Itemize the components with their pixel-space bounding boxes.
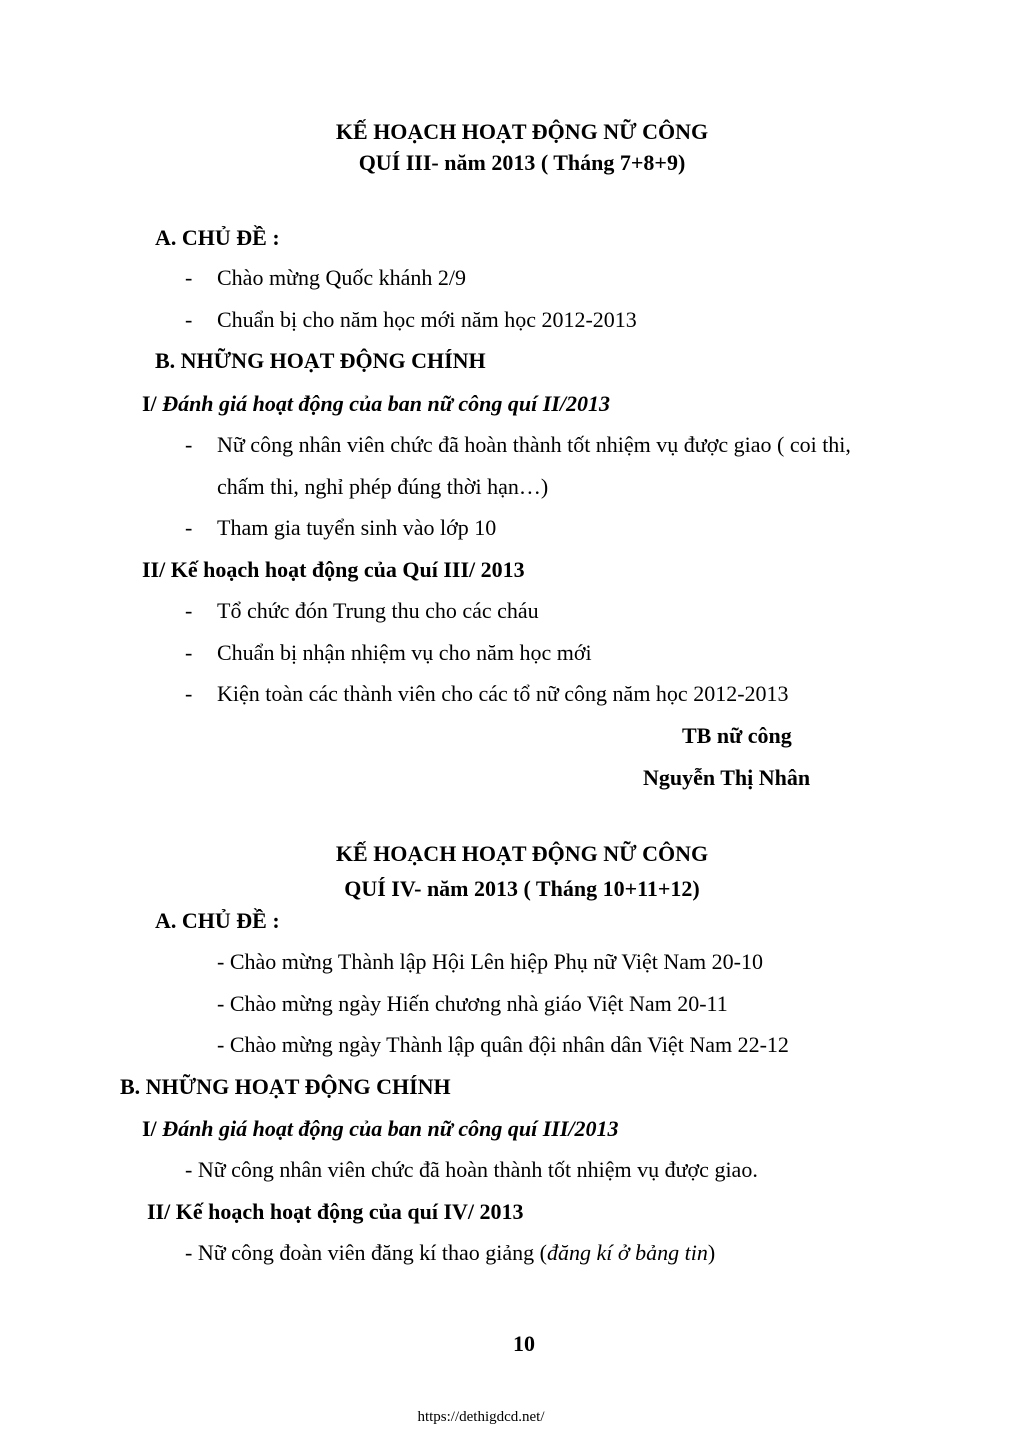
bullet-dash: - [185,681,193,706]
plan1-plan-item: Chuẩn bị nhận nhiệm vụ cho năm học mới [217,640,592,665]
signature-title: TB nữ công [682,723,792,748]
bullet-dash: - [185,265,193,290]
bullet-dash: - [185,515,193,540]
bullet-dash: - [185,640,193,665]
plan2-eval-item: - Nữ công nhân viên chức đã hoàn thành tốt nhiệm vụ được giao. [185,1157,758,1182]
plan2-topic-item: - Chào mừng ngày Thành lập quân đội nhân dân Việt Nam 22-12 [217,1032,789,1057]
plan2-sub1-text: Đánh giá hoạt động của ban nữ công quí III/2013 [162,1116,619,1141]
plan1-plan-item: Tổ chức đón Trung thu cho các cháu [217,598,539,623]
plan1-topic-item: Chào mừng Quốc khánh 2/9 [217,265,467,290]
plan2-plan-item [185,1240,715,1266]
plan1-eval-item2: Tham gia tuyển sinh vào lớp 10 [217,515,497,540]
plan1-section-a-heading: A. CHỦ ĐỀ : [155,225,280,250]
plan2-sub1-prefix: I/ [142,1116,163,1141]
plan2-subsection1-heading [142,1116,619,1142]
bullet-dash: - [185,432,193,457]
plan2-section-b-heading: B. NHỮNG HOẠT ĐỘNG CHÍNH [120,1074,451,1099]
plan1-topic-item: Chuẩn bị cho năm học mới năm học 2012-2013 [217,307,637,332]
plan1-section-b-heading: B. NHỮNG HOẠT ĐỘNG CHÍNH [155,348,486,373]
plan1-subsection2-heading: II/ Kế hoạch hoạt động của Quí III/ 2013 [142,557,525,582]
bullet-dash: - [185,307,193,332]
plan1-eval-item1-line1: Nữ công nhân viên chức đã hoàn thành tốt nhiệm vụ được giao ( coi thi, [217,432,851,457]
page-number: 10 [513,1331,535,1356]
bullet-dash: - [185,598,193,623]
plan1-eval-item1-line2: chấm thi, nghỉ phép đúng thời hạn…) [217,474,549,499]
plan2-plan-item-suffix: ) [707,1240,716,1265]
plan2-subsection2-heading: II/ Kế hoạch hoạt động của quí IV/ 2013 [147,1199,524,1224]
plan2-section-a-heading: A. CHỦ ĐỀ : [155,908,280,933]
footer-url: https://dethigdcd.net/ [417,1409,545,1425]
plan2-title-line1: KẾ HOẠCH HOẠT ĐỘNG NỮ CÔNG [335,841,709,866]
plan2-plan-item-prefix: - Nữ công đoàn viên đăng kí thao giảng ( [185,1240,548,1265]
plan2-topic-item: - Chào mừng ngày Hiến chương nhà giáo Việt Nam 20-11 [217,991,728,1016]
plan1-title-line2: QUÍ III- năm 2013 ( Tháng 7+8+9) [358,150,686,175]
plan2-topic-item: - Chào mừng Thành lập Hội Lên hiệp Phụ nữ Việt Nam 20-10 [217,949,763,974]
plan1-plan-item: Kiện toàn các thành viên cho các tổ nữ công năm học 2012-2013 [217,681,789,706]
plan1-sub1-text: Đánh giá hoạt động của ban nữ công quí II/2013 [162,391,610,416]
plan1-subsection1-heading [142,391,610,417]
plan1-sub1-prefix: I/ [142,391,163,416]
plan1-title-line1: KẾ HOẠCH HOẠT ĐỘNG NỮ CÔNG [335,119,709,144]
signature-name: Nguyễn Thị Nhân [643,765,811,790]
plan2-title-line2: QUÍ IV- năm 2013 ( Tháng 10+11+12) [344,876,700,901]
plan2-plan-item-italic: đăng kí ở bảng tin [547,1240,708,1265]
